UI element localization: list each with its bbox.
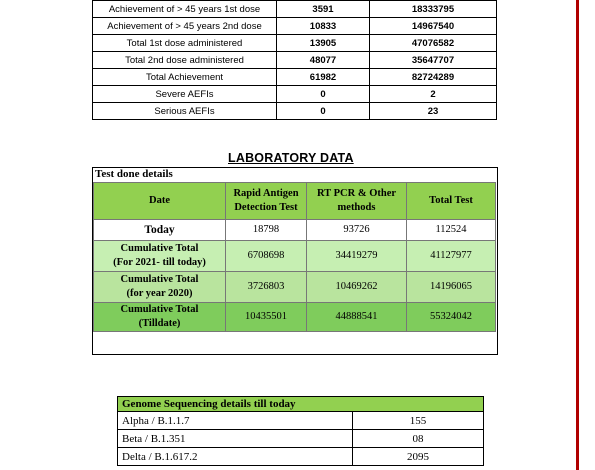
variant-count: 08 (353, 430, 484, 448)
rtpcr-value: 34419279 (307, 241, 407, 272)
table-row (93, 1, 497, 18)
header-rapid-line1: Rapid Antigen (233, 188, 299, 199)
total-value: 41127977 (407, 241, 496, 272)
table-row (118, 430, 484, 448)
table-row (118, 448, 484, 466)
table-row (118, 412, 484, 430)
table-row (93, 35, 497, 52)
today-value: 61982 (277, 69, 370, 86)
header-date: Date (94, 183, 226, 220)
cumulative-value: 14967540 (370, 18, 497, 35)
table-row (94, 272, 496, 303)
rtpcr-value: 44888541 (307, 303, 407, 332)
today-value: 0 (277, 103, 370, 120)
total-value: 14196065 (407, 272, 496, 303)
today-value: 3591 (277, 1, 370, 18)
today-value: 48077 (277, 52, 370, 69)
date-line1: Cumulative Total (120, 304, 199, 315)
row-label: Total 2nd dose administered (93, 52, 277, 69)
vaccination-table (92, 0, 497, 120)
row-label: Severe AEFIs (93, 86, 277, 103)
date-line1: Cumulative Total (120, 243, 199, 254)
table-header-row (94, 183, 496, 220)
header-rapid-line2: Detection Test (234, 202, 298, 213)
date-line2: (Tilldate) (138, 318, 181, 329)
table-row (94, 303, 496, 332)
table-row (93, 69, 497, 86)
variant-count: 155 (353, 412, 484, 430)
row-label: Achievement of > 45 years 1st dose (93, 1, 277, 18)
table-row (93, 103, 497, 120)
variant-count: 2095 (353, 448, 484, 466)
cumulative-value: 47076582 (370, 35, 497, 52)
today-value: 0 (277, 86, 370, 103)
genome-sequencing-table (117, 396, 484, 466)
header-rapid-antigen (226, 183, 307, 220)
genome-title: Genome Sequencing details till today (118, 397, 484, 412)
total-value: 55324042 (407, 303, 496, 332)
variant-name: Beta / B.1.351 (118, 430, 353, 448)
table-row (93, 52, 497, 69)
table-row (93, 18, 497, 35)
row-label: Total 1st dose administered (93, 35, 277, 52)
header-total-test: Total Test (407, 183, 496, 220)
date-cell (94, 303, 226, 332)
variant-name: Alpha / B.1.1.7 (118, 412, 353, 430)
rapid-value: 6708698 (226, 241, 307, 272)
cumulative-value: 35647707 (370, 52, 497, 69)
row-label: Achievement of > 45 years 2nd dose (93, 18, 277, 35)
test-done-details-label: Test done details (95, 168, 173, 180)
total-value: 112524 (407, 220, 496, 241)
rapid-value: 18798 (226, 220, 307, 241)
cumulative-value: 82724289 (370, 69, 497, 86)
date-line2: (for year 2020) (126, 288, 193, 299)
rapid-value: 3726803 (226, 272, 307, 303)
row-label: Serious AEFIs (93, 103, 277, 120)
cumulative-value: 18333795 (370, 1, 497, 18)
date-line1: Cumulative Total (120, 274, 199, 285)
row-label: Total Achievement (93, 69, 277, 86)
table-row (93, 86, 497, 103)
header-rtpcr-line2: methods (337, 202, 376, 213)
today-value: 13905 (277, 35, 370, 52)
table-header-row (118, 397, 484, 412)
date-cell: Today (94, 220, 226, 241)
rapid-value: 10435501 (226, 303, 307, 332)
laboratory-table (93, 182, 496, 332)
date-cell (94, 241, 226, 272)
date-line2: (For 2021- till today) (113, 257, 206, 268)
date-cell (94, 272, 226, 303)
cumulative-value: 23 (370, 103, 497, 120)
table-row (94, 220, 496, 241)
rtpcr-value: 93726 (307, 220, 407, 241)
header-rtpcr-line1: RT PCR & Other (316, 188, 397, 199)
page-border-right (576, 0, 579, 470)
cumulative-value: 2 (370, 86, 497, 103)
variant-name: Delta / B.1.617.2 (118, 448, 353, 466)
table-row (94, 241, 496, 272)
header-rtpcr (307, 183, 407, 220)
laboratory-data-title: LABORATORY DATA (228, 151, 354, 165)
today-value: 10833 (277, 18, 370, 35)
rtpcr-value: 10469262 (307, 272, 407, 303)
